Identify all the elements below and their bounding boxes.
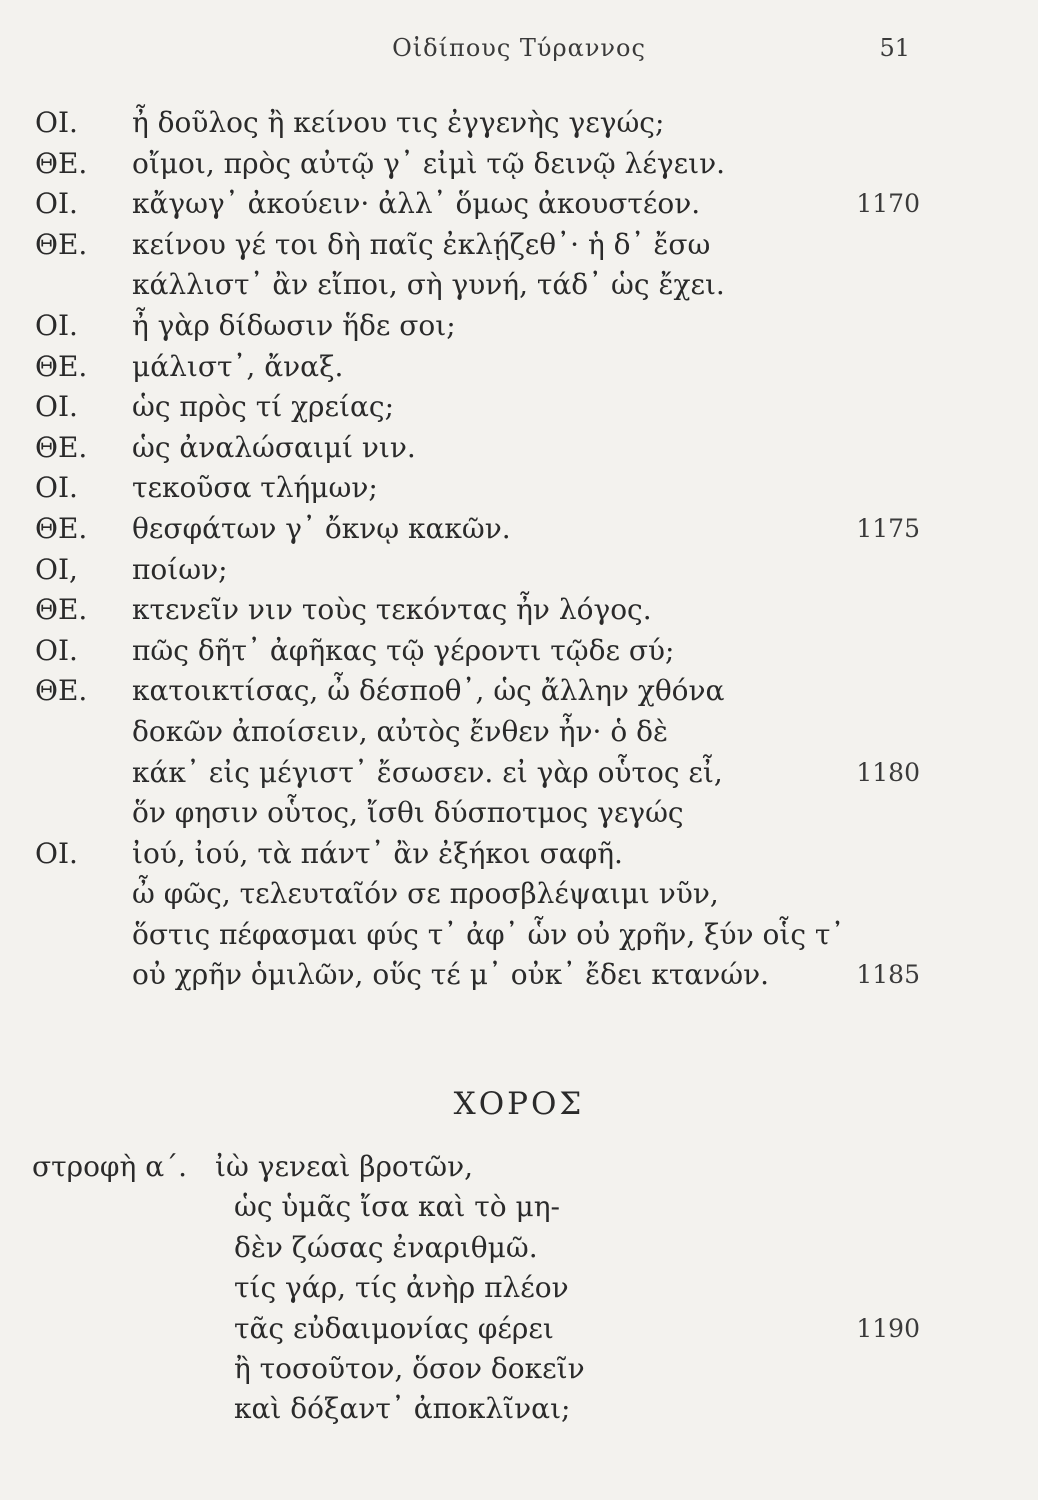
verse-text: ἦ δοῦλος ἢ κείνου τις ἐγγενὴς γεγώς; <box>132 106 665 139</box>
line-number: 1180 <box>856 757 920 787</box>
verse-line <box>0 387 1038 428</box>
strophe-label: στροφὴ α΄. <box>32 1150 188 1183</box>
verse-text: κἄγωγ᾿ ἀκούειν· ἀλλ᾿ ὅμως ἀκουστέον. <box>132 187 701 221</box>
verse-line <box>0 306 1038 347</box>
verse-text: θεσφάτων γ᾿ ὄκνῳ κακῶν. <box>132 511 511 545</box>
verse-text: ὅστις πέφασμαι φύς τ᾿ ἀφ᾿ ὧν οὐ χρῆν, ξύν οἷς τ᾿ <box>132 917 845 951</box>
ode-line <box>0 1389 1038 1429</box>
verse-text: τεκοῦσα τλήμων; <box>132 471 378 505</box>
speaker-label: ΘΕ. <box>35 349 88 383</box>
ode-text: δὲν ζώσας ἐναριθμῶ. <box>234 1230 538 1264</box>
verse-line <box>0 144 1038 185</box>
speaker-label: ΘΕ. <box>35 511 88 545</box>
speaker-label: ΟΙ. <box>35 390 78 424</box>
verse-line <box>0 955 1038 996</box>
line-number: 1170 <box>856 189 920 219</box>
choral-ode <box>0 1147 1038 1430</box>
speaker-label: ΘΕ. <box>35 430 88 464</box>
verse-text: κάλλιστ᾿ ἂν εἴποι, σὴ γυνή, τάδ᾿ ὡς ἔχει. <box>132 268 725 302</box>
verse-text: κτενεῖν νιν τοὺς τεκόντας ἦν λόγος. <box>132 593 652 627</box>
ode-line <box>0 1349 1038 1389</box>
line-number: 1190 <box>856 1313 920 1343</box>
ode-text: ἢ τοσοῦτον, ὅσον δοκεῖν <box>234 1351 585 1385</box>
running-title: Οἰδίπους Τύραννος <box>392 34 646 62</box>
chorus-heading: ΧΟΡΟΣ <box>453 1086 585 1122</box>
verse-line <box>0 468 1038 509</box>
verse-text: μάλιστ᾿, ἄναξ. <box>132 349 344 383</box>
verse-text: ὡς ἀναλώσαιμί νιν. <box>132 430 416 464</box>
verse-text: ὡς πρὸς τί χρείας; <box>132 390 395 424</box>
verse-line <box>0 265 1038 306</box>
verse-line <box>0 793 1038 834</box>
ode-text: τᾶς εὐδαιμονίας φέρει <box>234 1311 554 1345</box>
verse-text: ὦ φῶς, τελευταῖόν σε προσβλέψαιμι νῦν, <box>132 877 719 911</box>
ode-line <box>0 1147 1038 1187</box>
verse-line <box>0 550 1038 591</box>
verse-line <box>0 103 1038 144</box>
verse-text: οἴμοι, πρὸς αὐτῷ γ᾿ εἰμὶ τῷ δεινῷ λέγειν. <box>132 146 726 180</box>
page-number: 51 <box>879 34 910 62</box>
speaker-label: ΟΙ. <box>35 106 78 139</box>
verse-text: πῶς δῆτ᾿ ἀφῆκας τῷ γέροντι τῷδε σύ; <box>132 633 675 667</box>
verse-line <box>0 590 1038 631</box>
speaker-label: ΟΙ. <box>35 187 78 221</box>
verse-line <box>0 874 1038 915</box>
verse-line <box>0 915 1038 956</box>
verse-text: ὅν φησιν οὗτος, ἴσθι δύσποτμος γεγώς <box>132 796 684 830</box>
ode-line <box>0 1309 1038 1349</box>
verse-line <box>0 509 1038 550</box>
dialogue-block <box>0 103 1038 996</box>
verse-text: κατοικτίσας, ὦ δέσποθ᾿, ὡς ἄλλην χθόνα <box>132 674 725 708</box>
speaker-label: ΘΕ. <box>35 593 88 627</box>
verse-line <box>0 712 1038 753</box>
verse-text: δοκῶν ἀποίσειν, αὐτὸς ἔνθεν ἦν· ὁ δὲ <box>132 714 668 748</box>
verse-text: κάκ᾿ εἰς μέγιστ᾿ ἔσωσεν. εἰ γὰρ οὗτος εἶ, <box>132 755 723 789</box>
ode-text: ἰὼ γενεαὶ βροτῶν, <box>215 1150 474 1183</box>
verse-line <box>0 428 1038 469</box>
speaker-label: ΟΙ. <box>35 471 78 505</box>
verse-text: ἰού, ἰού, τὰ πάντ᾿ ἂν ἐξήκοι σαφῆ. <box>132 836 623 870</box>
verse-line <box>0 347 1038 388</box>
speaker-label: ΘΕ. <box>35 227 88 261</box>
ode-text: ὡς ὑμᾶς ἴσα καὶ τὸ μη- <box>234 1190 560 1224</box>
speaker-label: ΟΙ. <box>35 308 78 342</box>
verse-line <box>0 834 1038 875</box>
speaker-label: ΟΙ. <box>35 836 78 870</box>
speaker-label: ΘΕ. <box>35 146 88 180</box>
verse-text: ἦ γὰρ δίδωσιν ἥδε σοι; <box>132 308 456 342</box>
verse-line <box>0 631 1038 672</box>
speaker-label: ΟΙ, <box>35 552 78 586</box>
ode-text: τίς γάρ, τίς ἀνὴρ πλέον <box>234 1271 569 1305</box>
verse-line <box>0 671 1038 712</box>
verse-line <box>0 184 1038 225</box>
verse-line <box>0 225 1038 266</box>
verse-text: ποίων; <box>132 552 228 586</box>
line-number: 1175 <box>856 513 920 543</box>
speaker-label: ΟΙ. <box>35 633 78 667</box>
verse-line <box>0 753 1038 794</box>
ode-text: καὶ δόξαντ᾿ ἀποκλῖναι; <box>234 1392 571 1426</box>
verse-text: κείνου γέ τοι δὴ παῖς ἐκλῄζεθ᾿· ἡ δ᾿ ἔσω <box>132 227 711 261</box>
verse-text: οὐ χρῆν ὁμιλῶν, οὕς τέ μ᾿ οὐκ᾿ ἔδει κτανών. <box>132 958 770 992</box>
ode-line <box>0 1268 1038 1308</box>
speaker-label: ΘΕ. <box>35 674 88 708</box>
ode-line <box>0 1187 1038 1227</box>
ode-line <box>0 1228 1038 1268</box>
line-number: 1185 <box>856 960 920 990</box>
